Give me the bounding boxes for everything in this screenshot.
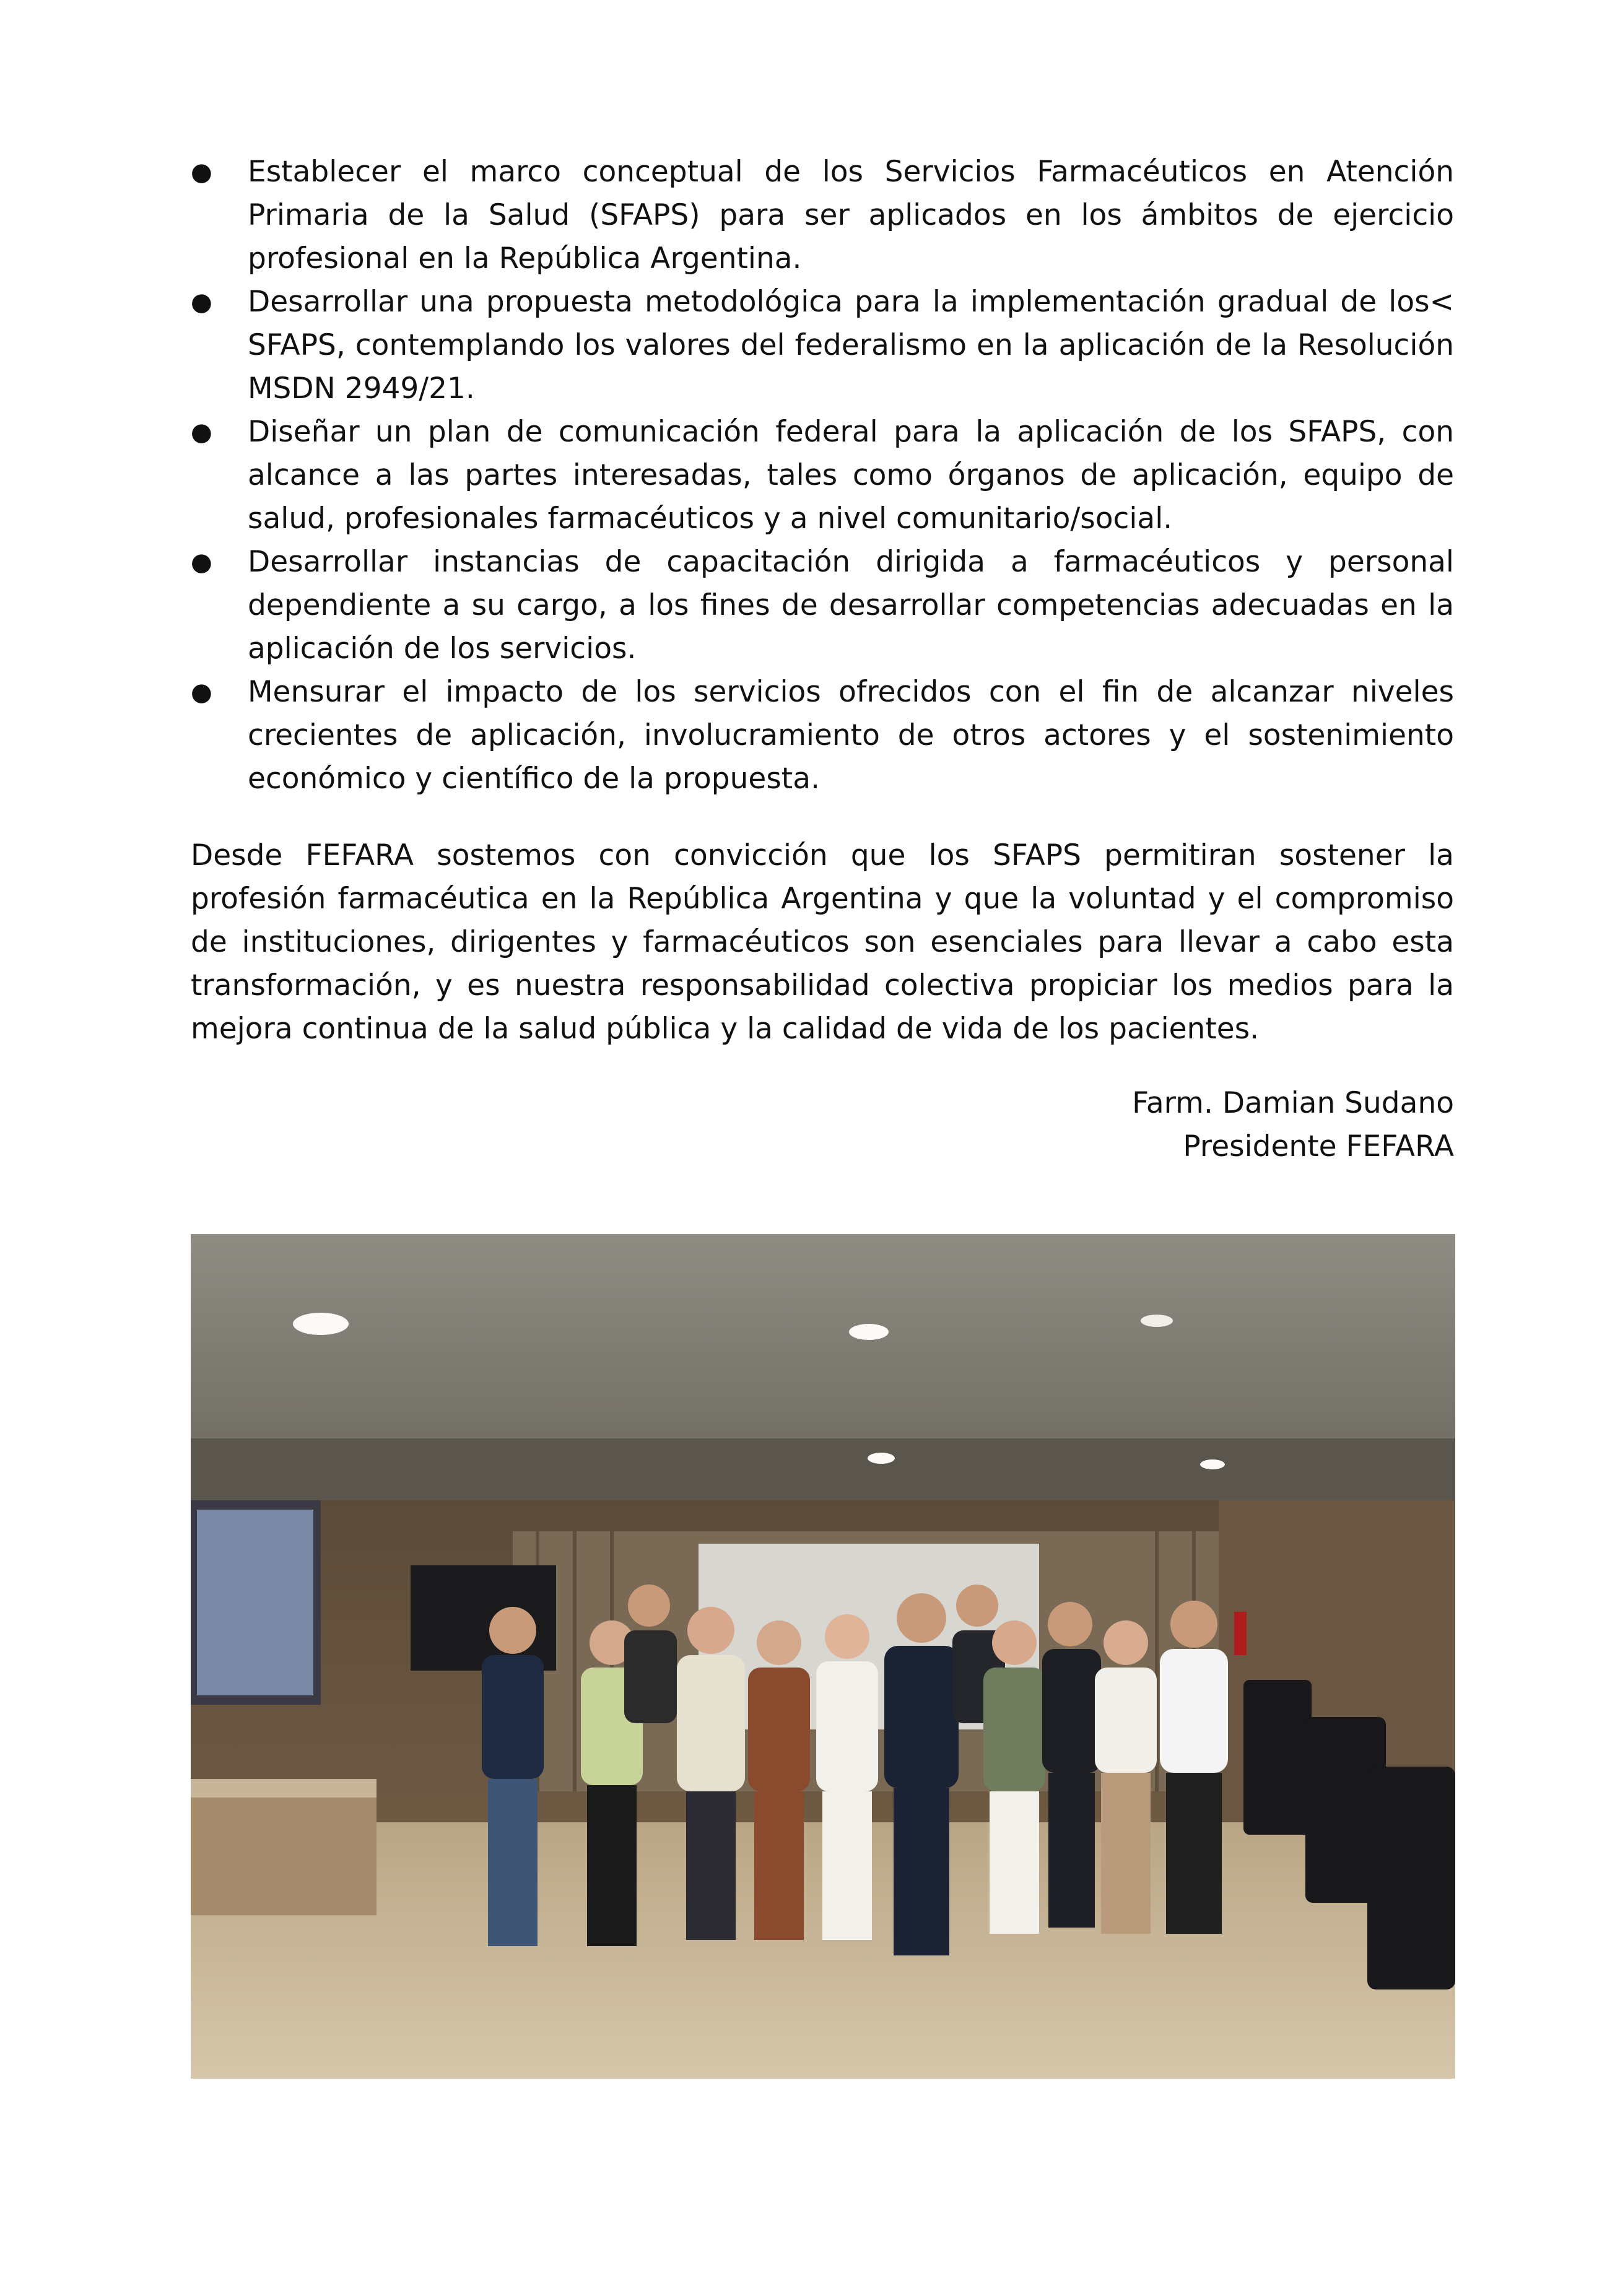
bullet-icon: ● bbox=[191, 548, 212, 576]
person bbox=[482, 1607, 544, 1946]
signature-block bbox=[191, 1082, 1454, 1168]
person bbox=[748, 1620, 810, 1940]
ceiling-light bbox=[1141, 1315, 1173, 1327]
text-content bbox=[191, 150, 1454, 1168]
list-item bbox=[191, 541, 1454, 671]
signature-title: Presidente FEFARA bbox=[1183, 1129, 1454, 1163]
person bbox=[624, 1585, 677, 1723]
fire-extinguisher bbox=[1234, 1612, 1247, 1655]
group-photo bbox=[191, 1234, 1455, 2079]
list-item-text: Desarrollar una propuesta metodológica para la implementación gradual de los< SFAPS, contemplando los valores del federalismo en la aplicación de la Resolución MSDN 2949/21. bbox=[248, 285, 1454, 406]
people bbox=[482, 1585, 1228, 1955]
list-item-text: Establecer el marco conceptual de los Servicios Farmacéuticos en Atención Primaria de la Salud (SFAPS) para ser aplicados en los ámbitos de ejercicio profesional en la República Argentina. bbox=[248, 155, 1454, 276]
closing-paragraph: Desde FEFARA sostemos con convicción que los SFAPS permitiran sostener la profesión farmacéutica en la República Argentina y que la voluntad y el compromiso de instituciones, dirigentes y farmacéuticos son esenciales para llevar a cabo esta transformación, y es nuestra responsabilidad colectiva propiciar los medios para la mejora continua de la salud pública y la calidad de vida de los pacientes. bbox=[191, 838, 1454, 1046]
ceiling-light bbox=[868, 1453, 895, 1464]
ceiling-light bbox=[1200, 1459, 1225, 1469]
ceiling-light bbox=[849, 1324, 889, 1340]
signature-name: Farm. Damian Sudano bbox=[1132, 1086, 1454, 1120]
list-item-text: Mensurar el impacto de los servicios ofrecidos con el fin de alcanzar niveles crecientes de aplicación, involucramiento de otros actores y el sostenimiento económico y científico de la propuesta. bbox=[248, 675, 1454, 796]
person bbox=[677, 1607, 745, 1940]
bullet-icon: ● bbox=[191, 418, 212, 446]
list-item bbox=[191, 150, 1454, 280]
person bbox=[884, 1593, 959, 1955]
wall-painting-inner bbox=[197, 1510, 313, 1695]
objectives-list bbox=[191, 150, 1454, 801]
desk-front bbox=[191, 1798, 377, 1915]
desk bbox=[191, 1779, 377, 1798]
bullet-icon: ● bbox=[191, 678, 212, 707]
list-item bbox=[191, 411, 1454, 541]
group-photo-illustration bbox=[191, 1234, 1455, 2079]
list-item bbox=[191, 280, 1454, 411]
person bbox=[1160, 1601, 1228, 1934]
bullet-icon: ● bbox=[191, 158, 212, 186]
bullet-icon: ● bbox=[191, 288, 212, 316]
person bbox=[816, 1614, 878, 1940]
list-item-text: Desarrollar instancias de capacitación dirigida a farmacéuticos y personal dependiente a su cargo, a los fines de desarrollar competencias adecuadas en la aplicación de los servicios. bbox=[248, 545, 1454, 666]
list-item-text: Diseñar un plan de comunicación federal para la aplicación de los SFAPS, con alcance a las partes interesadas, tales como órganos de aplicación, equipo de salud, profesionales farmacéuticos y a nivel comunitario/social. bbox=[248, 415, 1454, 536]
wall-tv bbox=[411, 1565, 556, 1671]
person bbox=[1042, 1602, 1101, 1928]
ceiling-light bbox=[293, 1313, 349, 1335]
list-item bbox=[191, 671, 1454, 801]
